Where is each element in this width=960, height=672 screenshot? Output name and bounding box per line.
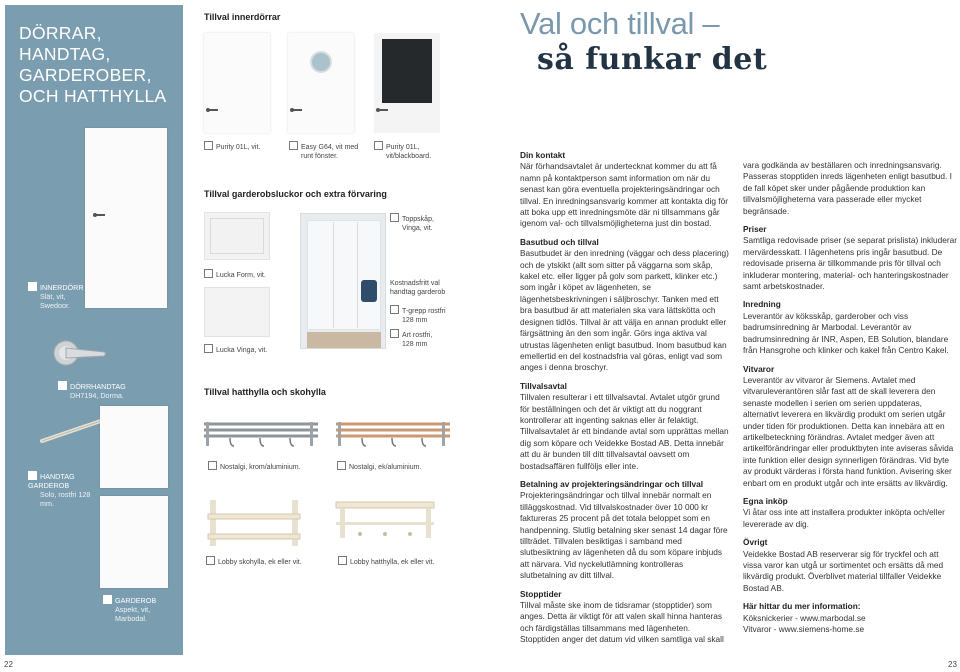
interior-door-image <box>85 128 167 308</box>
heading-inredning: Inredning <box>743 299 781 310</box>
option-nostalgi-ek: Nostalgi, ek/aluminium. <box>337 461 421 473</box>
checkbox-icon[interactable] <box>28 282 37 291</box>
paragraph: Leverantör av köksskåp, garderober och viss badrumsinredning är Marbodal. Leverantör av badrumsinredning är INR, Aspen, EB Solution, blandare från Hansgrohe och klinker och kakel från Centro Kakel. <box>743 310 949 356</box>
wardrobe-room-image <box>300 213 386 349</box>
round-window-icon <box>310 51 332 73</box>
paragraph: När förhandsavtalet är undertecknat kommer du att få namn på kontaktperson samt information om när du senast kan göra eventuella projekteringsändringar och tillval. En inredningsansvarig kommer att kontakta dig för att boka upp ett inredningsmöte där ni tillsammans går igenom val- och tillvalsmöjligheterna just din bostad. <box>520 161 728 229</box>
panel-title: DÖRRAR, HANDTAG, GARDEROBER, OCH HATTHYLLA <box>19 23 167 106</box>
paragraph: vara godkända av beställaren och inredningsansvarig. Passeras stopptiden inreds lägenheten enligt basutbud. I de fall köpet sker under pågående produktion kan tillvalsmöjligheterna vara passerade eller mycket begränsade. <box>743 160 952 216</box>
wardrobe-door-upper <box>100 406 168 488</box>
paragraph: Tillvalen resulterar i ett tillvalsavtal. Avtalet utgör grund för beställningen och det är viktigt att du noggrant kontrollerar att ingenting saknas eller är felaktigt. Tillvalsavtalet är ett bindande avtal som upprättas mellan dig som köpare och Veidekke Bostad AB. Detta innebär att du är bunden till ditt tillvalsavtal oavsett om bostadsaffären fullföljs eller inte. <box>520 392 729 471</box>
headline-line1: Val och tillval – <box>520 6 720 41</box>
paragraph: Basutbudet är den inredning (väggar och dess placering) och de ytskikt (allt som sitter på väggarna som skåp, kakel etc. eller ligger på golv som parkett, klinker etc.) som ingår i köpet av lägenheten, se lägenhetsbeskrivningen i säljbroschyr. Tanken med ett bra basutbud är att materialen ska vara lättskötta och designen tidlös. Tillval är att välja en annan produkt eller färgsättning än den som ingår. Görs inga aktiva val utrustas lägenheten enligt basutbud. Inom basutbud kan emellertid en del kostnadsfria val göras, enligt vad som anges i denna broschyr. <box>520 248 729 373</box>
option-art: Art rostfri, 128 mm <box>390 329 432 349</box>
lucka-vinga-thumb <box>204 287 270 337</box>
heading-egna-inkop: Egna inköp <box>743 495 788 506</box>
paragraph: Leverantör av vitvaror är Siemens. Avtalet med vitvaruleverantören slår fast att de skall leverera den senaste modellen i serien om serien uppdateras, alternativt leverera en likvärdig produkt om serien utgår under tiden för produktionen. Detta kan innebära att en artikelbeteckning förändras. Avtalet medger även att artikelförändringar eller produktbyten inte aviseras såvida inte funktion eller design synnerligen förändras. Vid byte av produkt värderas i första hand funktion. Avisering sker enbart om en produkt utgår och inte ersätts av likvärdig. <box>743 374 954 488</box>
paragraph: Veidekke Bostad AB reserverar sig för tryckfel och att vissa varor kan utgå ur sortimentet och ersätts då med likvärdig produkt. Överblivet material tillfaller Veidekke Bostad AB. <box>743 548 944 593</box>
heading-basutbud: Basutbud och tillval <box>520 236 599 247</box>
handle-note: Kostnadsfritt val handtag garderob <box>390 280 446 296</box>
door-knob-icon <box>95 214 105 216</box>
hatshelf-oak-image <box>332 418 456 454</box>
headline-line2: så funkar det <box>537 42 768 77</box>
heading-vitvaror: Vitvaror <box>743 363 775 374</box>
wardrobe-title: Tillval garderobsluckor och extra förvaring <box>204 189 387 199</box>
door-thumb-blackboard <box>374 33 440 133</box>
checkbox-icon[interactable] <box>58 381 67 390</box>
label-handtag-garderob: HANDTAG GARDEROB Solo, rostfri 128 mm. <box>28 472 91 508</box>
heading-mer-information: Här hittar du mer information: <box>743 601 861 612</box>
hat-title: Tillval hatthylla och skohylla <box>204 387 326 397</box>
option-lobby-hatthylla: Lobby hatthylla, ek eller vit. <box>338 556 434 568</box>
doors-title: Tillval innerdörrar <box>204 12 281 22</box>
option-t-grepp: T-grepp rostfri 128 mm <box>390 305 446 325</box>
lobby-shoeshelf-image <box>204 496 304 550</box>
label-garderob: GARDEROB Aspekt, vit, Marbodal. <box>103 595 177 623</box>
checkbox-icon[interactable] <box>103 595 112 604</box>
label-dorrhandtag: DÖRRHANDTAG DH7194, Dorma. <box>58 381 138 400</box>
heading-stopptider: Stopptider <box>520 588 562 599</box>
door-thumb-purity <box>204 33 270 133</box>
option-purity-vit: Purity 01L, vit. <box>204 141 260 153</box>
text-column-1 <box>520 150 730 646</box>
heading-betalning: Betalning av projekteringsändringar och tillval <box>520 478 704 489</box>
paragraph: Projekteringsändringar och tillval innebär normalt en tilläggskostnad. Vid tillvalskostnader över 10 000 kr faktureras 25 procent på det totala beloppet som en handpenning. Slutlig betalning sker senast 14 dagar före tillträdet. Tillvalen besiktigas i samband med slutbesiktning av lägenheten då du som köpare inbjuds att närvara. Vid nyckelutlämning kontrolleras slutbetalning av ditt tillval. <box>520 490 728 581</box>
page-number-left: 22 <box>4 660 13 669</box>
option-purity-blackboard: Purity 01L, vit/blackboard. <box>374 141 431 161</box>
option-lucka-vinga: Lucka Vinga, vit. <box>204 344 267 356</box>
option-toppskap: Toppskåp, Vinga, vit. <box>390 213 434 233</box>
lever-handle-image <box>52 338 108 368</box>
text-column-2 <box>743 160 957 635</box>
heading-tillvalsavtal: Tillvalsavtal <box>520 380 567 391</box>
page-number-right: 23 <box>948 660 957 669</box>
lucka-form-thumb <box>204 212 270 260</box>
heading-priser: Priser <box>743 224 767 235</box>
wardrobe-door-lower <box>100 496 168 588</box>
paragraph: Vi åtar oss inte att installera produkter inköpta och/eller levererade av dig. <box>743 507 945 529</box>
door-thumb-easy-g64 <box>288 33 354 133</box>
heading-ovrigt: Övrigt <box>743 537 768 548</box>
heading-din-kontakt: Din kontakt <box>520 150 566 160</box>
option-lobby-skohylla: Lobby skohylla, ek eller vit. <box>206 556 302 568</box>
hatshelf-chrome-image <box>200 418 324 454</box>
paragraph: Samtliga redovisade priser (se separat prislista) inkluderar mervärdesskatt. I lägenhetens pris ingår basutbud. De redovisade priserna är tillkommande pris för tillval och inkluderar montering, material- och hanteringskostnader samt arbetskostnader. <box>743 235 957 292</box>
lobby-hatshelf-image <box>330 496 440 550</box>
checkbox-icon[interactable] <box>28 471 37 480</box>
paragraph-links: Köksnickerier - www.marbodal.se Vitvaror - www.siemens-home.se <box>743 612 866 635</box>
option-nostalgi-krom: Nostalgi, krom/aluminium. <box>208 461 301 473</box>
label-innerdorr: INNERDÖRR Slät, vit, Swedoor. <box>28 282 88 310</box>
option-easy-g64: Easy G64, vit med runt fönster. <box>289 141 358 161</box>
paragraph: Tillval måste ske inom de tidsramar (stopptider) som anges. Detta är viktigt för att valen skall hinna hanteras och färdigställas tillsammans med lägenheten. Stopptiden anger det datum vid vilken samtliga val skall <box>520 600 724 645</box>
option-lucka-form: Lucka Form, vit. <box>204 269 266 281</box>
